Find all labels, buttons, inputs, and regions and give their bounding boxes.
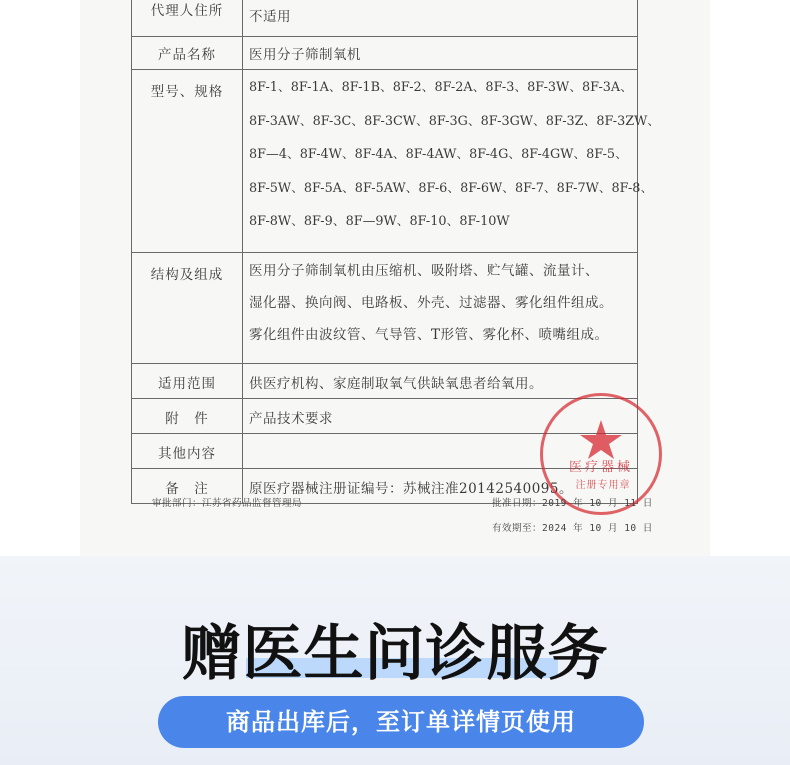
row-label: 备 注 <box>132 468 243 503</box>
row-label: 其他内容 <box>132 433 243 468</box>
row-label: 结构及组成 <box>132 252 243 363</box>
struct-line: 医用分子筛制氧机由压缩机、吸附塔、贮气罐、流量计、 <box>249 262 599 279</box>
struct-line: 湿化器、换向阀、电路板、外壳、过滤器、雾化组件组成。 <box>249 294 613 311</box>
struct-line: 雾化组件由波纹管、气导管、T形管、雾化杯、喷嘴组成。 <box>249 326 609 343</box>
spec-line: 8F-5W、8F-5A、8F-5AW、8F-6、8F-6W、8F-7、8F-7W、8F-8、 <box>249 180 654 196</box>
approval-department: 审批部门：江苏省药品监督管理局 <box>152 498 303 509</box>
row-value: 医用分子筛制氧机 <box>243 37 638 70</box>
promo-title: 赠医生问诊服务 <box>181 619 609 689</box>
table-row <box>132 363 638 398</box>
row-label: 产品名称 <box>132 37 243 70</box>
promo-banner <box>0 556 790 765</box>
spec-line: 8F-3AW、8F-3C、8F-3CW、8F-3G、8F-3GW、8F-3Z、8F-3ZW、 <box>249 113 661 129</box>
valid-until: 有效期至：2024 年 10 月 10 日 <box>492 523 653 534</box>
row-label: 附 件 <box>132 398 243 433</box>
row-label: 适用范围 <box>132 363 243 398</box>
row-value: 供医疗机构、家庭制取氧气供缺氧患者给氧用。 <box>243 363 638 398</box>
row-value: 产品技术要求 <box>243 398 638 433</box>
row-value: 原医疗器械注册证编号：苏械注准20142540095。 <box>243 468 638 503</box>
approval-date: 批准日期：2019 年 10 月 11 日 <box>492 498 653 509</box>
row-label: 代理人住所 <box>132 0 243 37</box>
usage-hint-button[interactable]: 商品出库后，至订单详情页使用 <box>158 696 644 748</box>
row-value <box>243 70 661 253</box>
spec-line: 8F-8W、8F-9、8F—9W、8F-10、8F-10W <box>249 214 510 229</box>
table-row <box>132 0 638 37</box>
row-label: 型号、规格 <box>132 70 243 253</box>
spec-line: 8F—4、8F-4W、8F-4A、8F-4AW、8F-4G、8F-4GW、8F-5、 <box>249 147 628 162</box>
row-value: 不适用 <box>243 0 638 37</box>
table-row <box>132 70 638 253</box>
table-row <box>132 252 638 363</box>
row-value <box>243 252 638 363</box>
spec-line: 8F-1、8F-1A、8F-1B、8F-2、8F-2A、8F-3、8F-3W、8F-3A、 <box>249 80 633 95</box>
seal-subtext: 注册专用章 <box>575 480 631 491</box>
table-row <box>132 37 638 70</box>
seal-text: 医疗器械 <box>568 460 633 475</box>
